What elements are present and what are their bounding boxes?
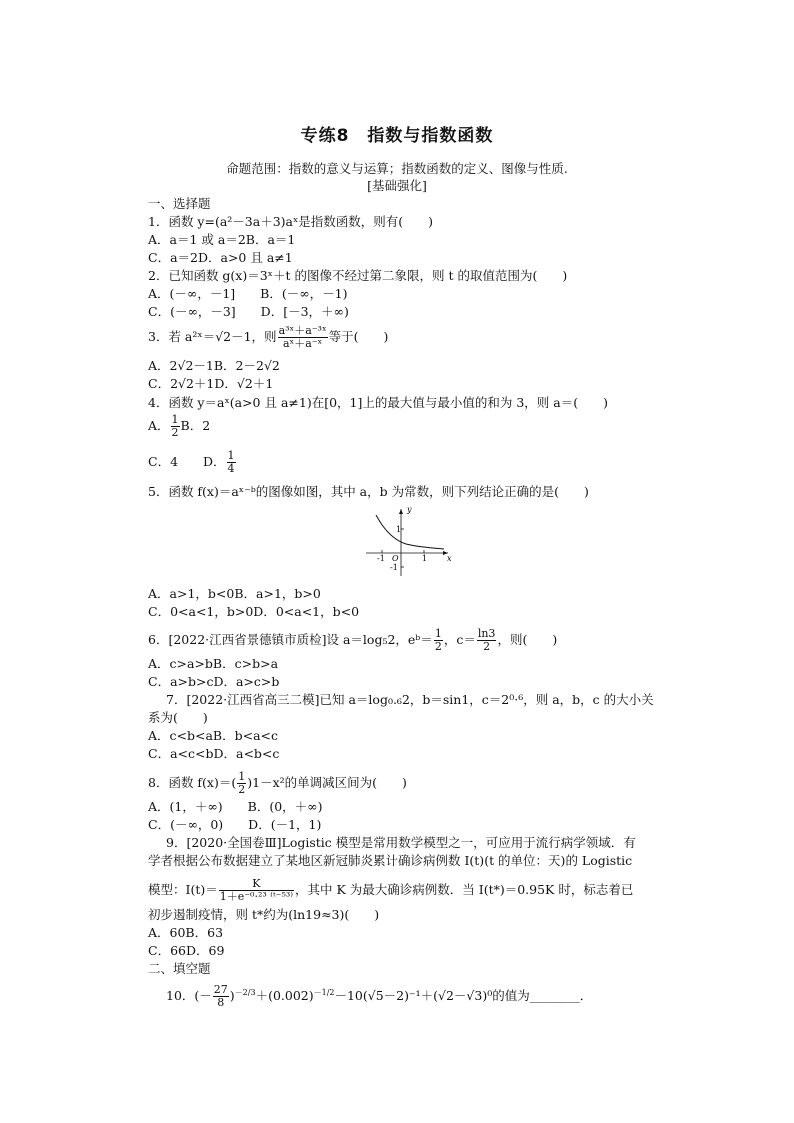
q9-logistic-fraction	[219, 878, 294, 903]
q9-stem3-b: ，其中 K 为最大确诊病例数．当 I(t*)＝0.95K 时，标志着已	[295, 882, 634, 897]
q6-fc-num: ln3	[477, 627, 496, 640]
q5-stem: 5．函数 f(x)＝aˣ⁻ᵇ的图像如图，其中 a，b 为常数，则下列结论正确的是( )	[148, 484, 589, 499]
q3-frac-num: a³ˣ＋a⁻³ˣ	[278, 324, 327, 337]
q6-fb-num: 1	[434, 627, 442, 640]
q10-part-d: －10(√5－2)⁻¹＋(√2－√3)⁰的值为________．	[334, 988, 593, 1004]
q4-opt-d-num: 1	[227, 449, 235, 462]
q6-options-ab: A．c>a>bB．c>b>a	[148, 656, 279, 671]
q1-options-ab: A．a＝1 或 a＝2B．a＝1	[148, 232, 296, 247]
q6-stem	[148, 628, 557, 653]
q8-stem	[148, 771, 407, 796]
y-axis-label: y	[407, 506, 412, 514]
page-title: 专练8 指数与指数函数	[300, 126, 494, 146]
q9-options-cd: C．66D．69	[148, 943, 225, 958]
q4-opt-a-label: A．	[148, 418, 170, 433]
q9-stem-line2: 学者根据公布数据建立了某地区新冠肺炎累计确诊病例数 I(t)(t 的单位：天)的 Logistic	[148, 853, 633, 868]
q9-stem-line1: 9．[2020·全国卷Ⅲ]Logistic 模型是常用数学模型之一，可应用于流行病学领域．有	[166, 835, 636, 850]
q9-f-num: K	[219, 878, 294, 891]
q5-options-ab: A．a>1，b<0B．a>1，b>0	[148, 586, 321, 601]
q3-options-ab: A．2√2－1B．2－2√2	[148, 358, 280, 373]
q9-stem-line4: 初步遏制疫情，则 t*约为(ln19≈3)( )	[148, 907, 380, 922]
q4-opt-d-fraction	[227, 450, 236, 475]
q4-stem: 4．函数 y＝aˣ(a>0 且 a≠1)在[0，1]上的最大值与最小值的和为 3，则 a＝( )	[148, 395, 608, 410]
q10-f1-den: 8	[217, 996, 225, 1010]
q5-function-graph	[366, 506, 456, 578]
q10-exponent-2: －1/2	[313, 988, 335, 997]
q3-fraction	[278, 325, 328, 350]
q10-fraction	[213, 984, 229, 1009]
q3-options-cd: C．2√2＋1D．√2＋1	[148, 376, 274, 391]
q1-stem: 1．函数 y=(a²－3a＋3)aˣ是指数函数，则有( )	[148, 214, 434, 229]
q6-fraction-c	[477, 628, 497, 653]
q4-opt-a-fraction	[171, 414, 180, 439]
q4-opt-a-den: 2	[171, 426, 179, 439]
q6-fb-den: 2	[434, 640, 442, 653]
q6-stem-a: 6．[2022·江西省景德镇市质检]设 a＝log₅2，eᵇ＝	[148, 632, 433, 647]
q1-options-cd: C．a＝2D．a>0 且 a≠1	[148, 250, 293, 265]
part2-heading: 二、填空题	[148, 961, 211, 976]
q8-f-num: 1	[238, 770, 246, 783]
q10-exponent-1: －2/3	[234, 988, 256, 997]
q9-f-den: 1＋e⁻⁰·²³ ⁽ᵗ⁻⁵³⁾	[219, 890, 293, 903]
q4-options-cd	[148, 450, 237, 475]
q7-stem-line1: 7．[2022·江西省高三二模]已知 a＝log₀.₆2，b＝sin1，c＝2⁰·⁶，则 a，b，c 的大小关	[166, 692, 654, 707]
q10-f1-num: 27	[213, 983, 228, 997]
q8-stem-b: )1－x²的单调减区间为( )	[247, 775, 407, 790]
q6-stem-c: ，则( )	[497, 632, 558, 647]
y-tick-label-1: 1	[396, 525, 402, 534]
q4-opt-d-den: 4	[227, 462, 235, 475]
q6-options-cd: C．a>b>cD．a>c>b	[148, 674, 280, 689]
q9-options-ab: A．60B．63	[148, 925, 224, 940]
y-tick-label-neg1: -1	[390, 563, 398, 572]
scope-line: 命题范围：指数的意义与运算；指数函数的定义、图像与性质.	[226, 161, 568, 176]
q9-stem3-a: 模型：I(t)＝	[148, 882, 218, 897]
q7-options-ab: A．c<b<aB．b<a<c	[148, 728, 279, 743]
q7-stem-line2: 系为( )	[148, 710, 208, 725]
q7-options-cd: C．a<c<bD．a<b<c	[148, 746, 280, 761]
q10-expression	[166, 984, 592, 1009]
q10-part-a: 10．(－	[166, 988, 212, 1004]
section-basic: [基础强化]	[367, 178, 427, 193]
q8-f-den: 2	[238, 783, 246, 796]
q3-frac-den: aˣ＋a⁻ˣ	[282, 337, 323, 350]
y-axis-arrow	[399, 509, 403, 514]
q9-stem-line3	[148, 878, 633, 903]
q2-stem: 2．已知函数 g(x)＝3ˣ＋t 的图像不经过第二象限，则 t 的取值范围为( )	[148, 268, 568, 283]
q3-stem	[148, 325, 388, 350]
q4-options-ab	[148, 414, 210, 439]
q4-opt-b: B．2	[180, 418, 211, 433]
origin-label: O	[392, 554, 399, 563]
q10-part-c: ＋(0.002)	[255, 988, 314, 1004]
x-tick-label-neg1: -1	[377, 554, 385, 563]
q4-opt-a-num: 1	[171, 413, 179, 426]
q8-options-cd: C．(－∞，0) D．(－1，1)	[148, 817, 322, 832]
q4-opt-cd-label: C．4 D．	[148, 454, 226, 469]
x-axis-label: x	[447, 554, 452, 563]
q8-fraction	[237, 771, 246, 796]
q6-fraction-b	[434, 628, 443, 653]
q8-options-ab: A．(1，＋∞) B．(0，＋∞)	[148, 799, 323, 814]
q2-options-cd: C．(－∞，－3] D．[－3，＋∞)	[148, 304, 349, 319]
part1-heading: 一、选择题	[148, 196, 211, 211]
q10-part-b: )	[229, 988, 235, 1004]
q3-stem-b: 等于( )	[328, 329, 389, 344]
q2-options-ab: A．(－∞，－1] B．(－∞，－1)	[148, 286, 348, 301]
q6-stem-b: ，c＝	[443, 632, 476, 647]
exponential-curve	[376, 515, 444, 549]
q6-fc-den: 2	[483, 640, 491, 653]
q5-options-cd: C．0<a<1，b>0D．0<a<1，b<0	[148, 604, 360, 619]
q3-stem-a: 3．若 a²ˣ＝√2－1，则	[148, 329, 277, 344]
x-tick-label-1: 1	[422, 554, 428, 563]
q8-stem-a: 8．函数 f(x)＝(	[148, 775, 237, 790]
